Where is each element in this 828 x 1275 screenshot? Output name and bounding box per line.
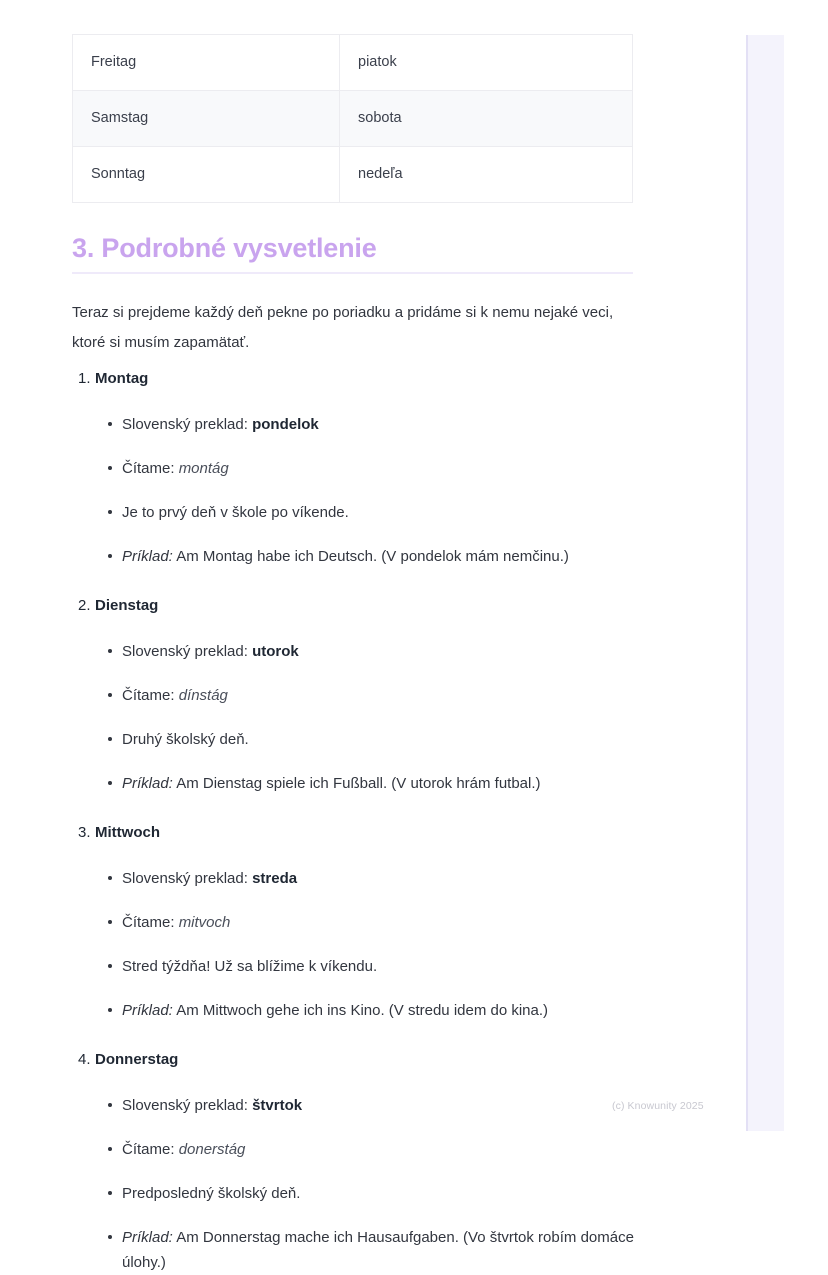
fact-note (72, 1181, 638, 1206)
section-intro-paragraph: Teraz si prejdeme každý deň pekne po poriadku a pridáme si k nemu nejaké veci, ktoré si musím zapamätať. (72, 304, 614, 351)
fact-example (72, 998, 638, 1023)
fact-label: Slovenský preklad: (122, 870, 248, 887)
table-cell-german: Samstag (73, 91, 340, 147)
fact-value: utorok (252, 643, 299, 660)
table-row (73, 91, 633, 147)
list-item (72, 1049, 638, 1275)
fact-value: donerstág (178, 1141, 246, 1158)
fact-label: Príklad: (122, 1229, 173, 1246)
table-cell-german: Sonntag (73, 147, 340, 203)
fact-translation (72, 1093, 638, 1118)
fact-value: Am Dienstag spiele ich Fußball. (V utorok hrám futbal.) (176, 775, 541, 792)
fact-label: Čítame: (122, 460, 175, 477)
fact-value: montág (178, 460, 229, 477)
fact-value: Am Montag habe ich Deutsch. (V pondelok mám nemčinu.) (176, 548, 569, 565)
fact-value: Am Donnerstag mache ich Hausaufgaben. (Vo štvrtok robím domáce úlohy.) (122, 1229, 634, 1271)
fact-pronunciation (72, 683, 638, 708)
table-row (73, 35, 633, 91)
fact-value: pondelok (252, 416, 319, 433)
copyright-notice: (c) Knowunity 2025 (612, 1100, 704, 1112)
fact-translation (72, 639, 638, 664)
fact-label: Príklad: (122, 1002, 173, 1019)
section-heading-divider (72, 272, 633, 274)
fact-value: Stred týždňa! Už sa blížime k víkendu. (122, 958, 378, 975)
fact-translation (72, 412, 638, 437)
day-facts-list (72, 1093, 638, 1275)
fact-example (72, 771, 638, 796)
day-name: Donnerstag (95, 1051, 179, 1068)
fact-label: Slovenský preklad: (122, 643, 248, 660)
fact-label: Čítame: (122, 914, 175, 931)
fact-note (72, 500, 638, 525)
day-facts-list (72, 639, 638, 796)
fact-label: Príklad: (122, 775, 173, 792)
day-title (72, 822, 638, 844)
section-heading: 3. Podrobné vysvetlenie (72, 233, 377, 263)
day-number: 3. (78, 824, 91, 841)
fact-note (72, 954, 638, 979)
fact-label: Slovenský preklad: (122, 1097, 248, 1114)
fact-label: Slovenský preklad: (122, 416, 248, 433)
fact-example (72, 1225, 638, 1275)
table-cell-slovak: nedeľa (340, 147, 633, 203)
table-cell-german: Freitag (73, 35, 340, 91)
page-gutter-band (746, 35, 784, 1131)
fact-label: Čítame: (122, 1141, 175, 1158)
table-row (73, 147, 633, 203)
fact-label: Čítame: (122, 687, 175, 704)
fact-pronunciation (72, 910, 638, 935)
day-title (72, 595, 638, 617)
fact-example (72, 544, 638, 569)
fact-value: Druhý školský deň. (122, 731, 249, 748)
fact-pronunciation (72, 1137, 638, 1162)
table-cell-slovak: piatok (340, 35, 633, 91)
day-name: Montag (95, 370, 149, 387)
page-gutter-rule (746, 35, 748, 1131)
list-item (72, 595, 638, 796)
fact-value: Am Mittwoch gehe ich ins Kino. (V stredu idem do kina.) (176, 1002, 549, 1019)
fact-value: Predposledný školský deň. (122, 1185, 301, 1202)
day-number: 4. (78, 1051, 91, 1068)
day-name: Dienstag (95, 597, 159, 614)
day-title (72, 1049, 638, 1071)
days-ordered-list (72, 368, 638, 1275)
day-title (72, 368, 638, 390)
fact-value: dínstág (178, 687, 228, 704)
fact-translation (72, 866, 638, 891)
list-item (72, 368, 638, 569)
day-facts-list (72, 412, 638, 569)
fact-value: Je to prvý deň v škole po víkende. (122, 504, 349, 521)
table-cell-slovak: sobota (340, 91, 633, 147)
list-item (72, 822, 638, 1023)
day-number: 2. (78, 597, 91, 614)
day-facts-list (72, 866, 638, 1023)
fact-note (72, 727, 638, 752)
fact-value: mitvoch (178, 914, 231, 931)
fact-pronunciation (72, 456, 638, 481)
day-name: Mittwoch (95, 824, 160, 841)
table-body (73, 35, 633, 203)
vocabulary-table (72, 34, 633, 203)
fact-value: štvrtok (252, 1097, 303, 1114)
day-number: 1. (78, 370, 91, 387)
fact-label: Príklad: (122, 548, 173, 565)
fact-value: streda (252, 870, 298, 887)
